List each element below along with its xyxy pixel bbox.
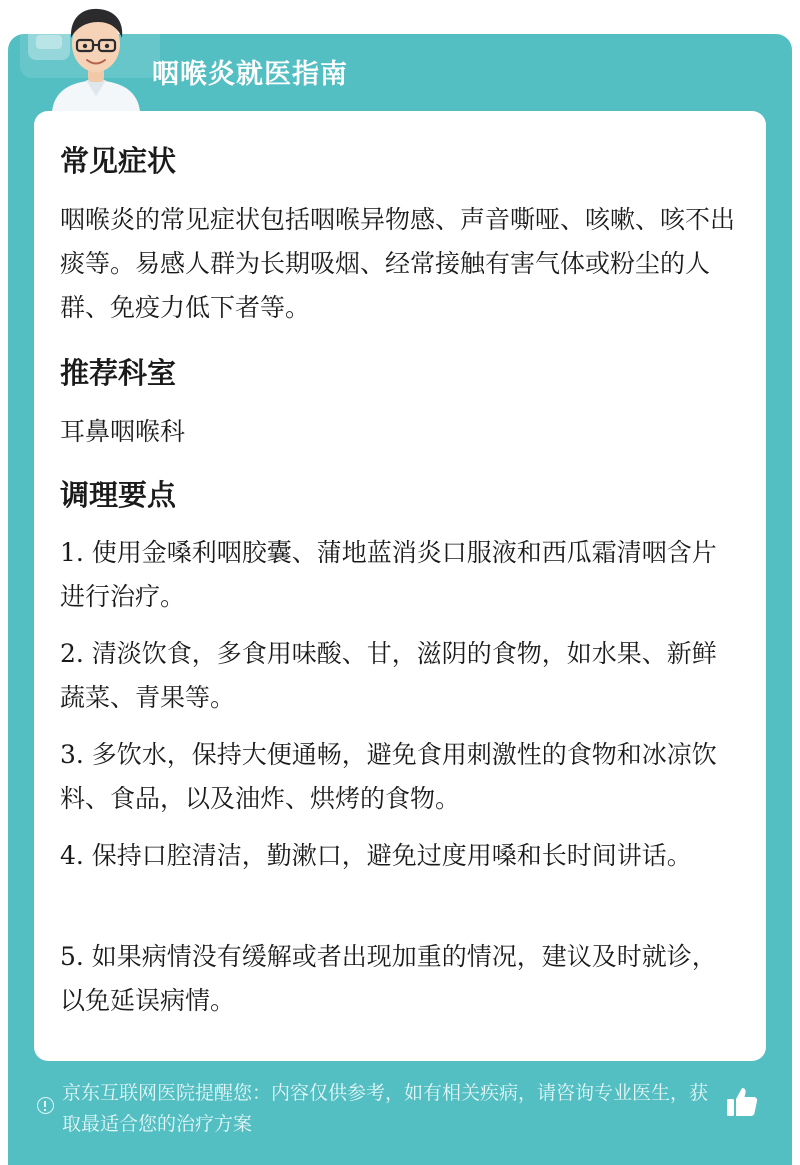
care-item xyxy=(60,733,740,821)
section-title-symptoms: 常见症状 xyxy=(60,144,177,178)
section-title-care: 调理要点 xyxy=(60,478,177,512)
page-title: 咽喉炎就医指南 xyxy=(152,59,348,90)
care-item-number: 4. xyxy=(60,841,84,870)
care-item-text: 多饮水，保持大便通畅，避免食用刺激性的食物和冰凉饮料、食品，以及油炸、烘烤的食物。 xyxy=(60,740,717,813)
care-item-text: 保持口腔清洁，勤漱口，避免过度用嗓和长时间讲话。 xyxy=(83,841,692,870)
care-item xyxy=(60,632,740,720)
care-item-number: 1. xyxy=(60,538,84,567)
department-text: 耳鼻咽喉科 xyxy=(60,417,186,446)
doctor-avatar-icon xyxy=(46,0,146,112)
care-item-text: 清淡饮食，多食用味酸、甘，滋阴的食物，如水果、新鲜蔬菜、青果等。 xyxy=(60,639,717,712)
footer-disclaimer: 京东互联网医院提醒您：内容仅供参考，如有相关疾病，请咨询专业医生，获取最适合您的治疗方案 xyxy=(62,1082,709,1135)
content-card xyxy=(34,111,766,1061)
care-item-number: 5. xyxy=(60,942,84,971)
section-title-department: 推荐科室 xyxy=(60,356,177,390)
care-item-text: 如果病情没有缓解或者出现加重的情况，建议及时就诊，以免延误病情。 xyxy=(60,942,717,1015)
care-item xyxy=(60,531,740,619)
care-item-number: 2. xyxy=(60,639,84,668)
care-item-number: 3. xyxy=(60,740,84,769)
care-item-text: 使用金嗓利咽胶囊、蒲地蓝消炎口服液和西瓜霜清咽含片进行治疗。 xyxy=(60,538,717,611)
thumbs-up-icon[interactable] xyxy=(724,1084,760,1120)
symptoms-text: 咽喉炎的常见症状包括咽喉异物感、声音嘶哑、咳嗽、咳不出痰等。易感人群为长期吸烟、经常接触有害气体或粉尘的人群、免疫力低下者等。 xyxy=(60,205,736,322)
info-icon xyxy=(37,1097,54,1114)
care-item xyxy=(60,834,740,878)
care-item xyxy=(60,935,740,1023)
